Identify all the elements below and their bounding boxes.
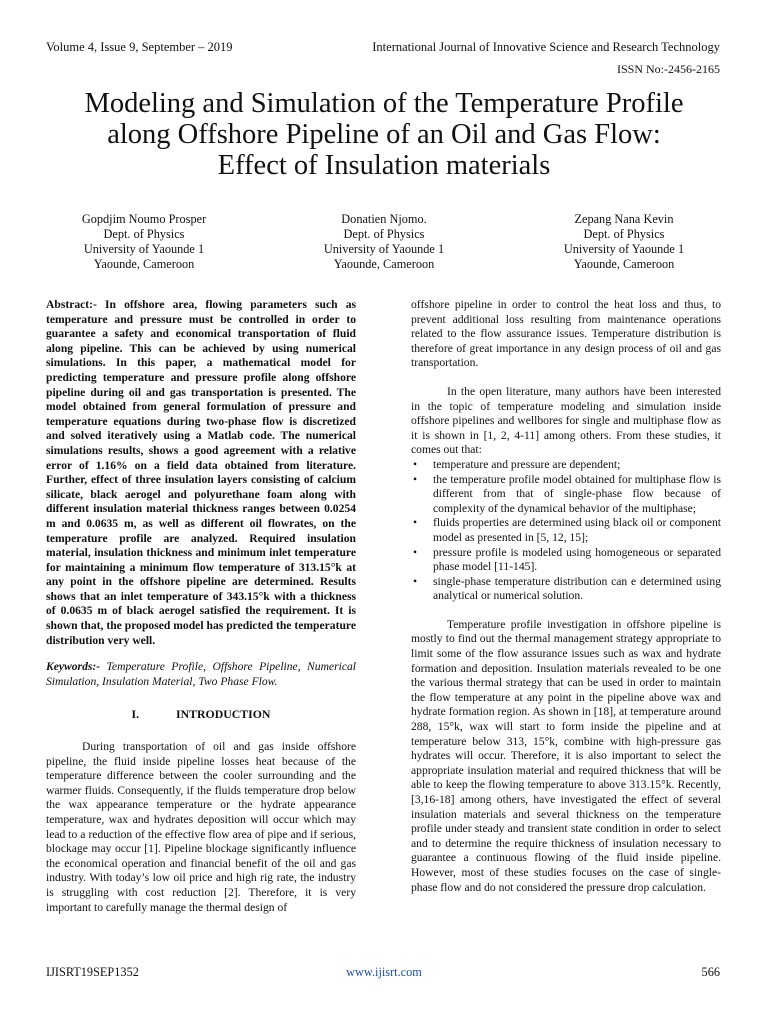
author-dept: Dept. of Physics <box>343 227 425 241</box>
author-name: Zepang Nana Kevin <box>574 212 674 226</box>
author-2 <box>274 212 494 272</box>
author-univ: University of Yaounde 1 <box>563 242 685 256</box>
list-item: • temperature and pressure are dependent; <box>411 458 721 473</box>
author-dept: Dept. of Physics <box>103 227 185 241</box>
section-number: I. <box>131 707 140 722</box>
article-id: IJISRT19SEP1352 <box>46 965 139 979</box>
temperature-paragraph: Temperature profile investigation in offshore pipeline is mostly to find out the thermal management strategy appropriate to limit some of the flow assurance issues such as wax and hydrate formation and deposition. Insulation materials revealed to be one the various thermal strategy that can be used in order to maintain the flow temperature at any point in the pipeline above wax and hydrate formation region. As shown in [18], at temperature around 288, 15°k, wax will start to form inside the pipeline and at temperature below 313, 15°k, combine with high-pressure gas hydrates will occur. Therefore, it is also important to select the appropriate insulation material and required thickness that will be able to keep the flowing temperature to above 313.15°k. Recently, [3,16-18] among others, have investigated the effect of several insulation materials and several thickness on the temperature profile under steady and transient state condition in order to select and to determine the require thickness of insulation necessary to guarantee a continuous flowing of the fluid inside pipeline. However, most of these studies focuses on the case of single-phase flow and do not considered the pressure drop calculation. <box>411 617 721 894</box>
author-univ: University of Yaounde 1 <box>83 242 205 256</box>
author-city: Yaounde, Cameroon <box>573 257 675 271</box>
paragraph-continued: offshore pipeline in order to control the heat loss and thus, to prevent additional loss resulting from maintenance operations related to the flow assurance issues. Temperature distribution is therefore of great importance in any design process of oil and gas transportation. <box>411 298 721 370</box>
list-item: • fluids properties are determined using black oil or component model as presented in [5, 12, 15]; <box>411 516 721 545</box>
volume-info: Volume 4, Issue 9, September – 2019 <box>46 40 233 54</box>
author-univ: University of Yaounde 1 <box>323 242 445 256</box>
section-title: INTRODUCTION <box>176 707 271 722</box>
author-name: Gopdjim Noumo Prosper <box>81 212 207 226</box>
author-3 <box>514 212 734 272</box>
list-item: • pressure profile is modeled using homogeneous or separated phase model [11-145]. <box>411 546 721 575</box>
title-line: Effect of Insulation materials <box>217 150 551 181</box>
keywords <box>46 660 356 689</box>
keywords-text: Temperature Profile, Offshore Pipeline, Numerical Simulation, Insulation Material, Two Phase Flow. <box>46 660 356 688</box>
abstract: Abstract:- In offshore area, flowing parameters such as temperature and pressure must be controlled in order to guarantee a safety and economical transportation of fluid along pipeline. This can be achieved by using numerical simulations. In this paper, a mathematical model for predicting temperature and pressure profile along offshore pipeline during oil and gas transportation is presented. The model obtained from general formulation of pressure and temperature equations during two-phase flow is discretized and solved iteratively using a Matlab code. The numerical simulations results, shows a good agreement with a relative error of 1.16% on a field data obtained from literature. Further, effect of three insulation layers consisting of calcium silicate, black aerogel and polyurethane foam along with different insulation material thickness ranges between 0.0254 m and 0.0635 m, as well as different oil flowrates, on the temperature profile are analyzed. Required insulation material, insulation thickness and minimum inlet temperature for maintaining a minimum flow temperature of 313.15°k at any point in the offshore pipeline are determined. Results shows that an inlet temperature of 343.15°k with a thickness of 0.0635 m of black aerogel satisfied the requirement. It is shown that, the proposed model has predicted the temperature distribution very well. <box>46 298 356 647</box>
author-1 <box>34 212 254 272</box>
author-city: Yaounde, Cameroon <box>93 257 195 271</box>
list-item: • the temperature profile model obtained for multiphase flow is different from that of single-phase flow because of complexity of the dynamical behavior of the multiphase; <box>411 473 721 517</box>
issn: ISSN No:-2456-2165 <box>616 62 720 76</box>
left-column <box>46 298 356 915</box>
literature-paragraph: In the open literature, many authors have been interested in the topic of temperature modeling and simulation inside offshore pipelines and wellbores for single and multiphase flow as it is shown in [1, 2, 4-11] among others. From these studies, it comes out that: <box>411 384 721 457</box>
journal-name: International Journal of Innovative Science and Research Technology <box>372 40 720 54</box>
keywords-label: Keywords:- <box>46 660 101 674</box>
journal-url[interactable]: www.ijisrt.com <box>346 965 422 979</box>
author-dept: Dept. of Physics <box>583 227 665 241</box>
title-line: Modeling and Simulation of the Temperature Profile <box>84 88 684 119</box>
list-item: • single-phase temperature distribution can e determined using analytical or numerical solution. <box>411 575 721 604</box>
right-column <box>411 298 721 895</box>
author-name: Donatien Njomo. <box>341 212 427 226</box>
findings-list <box>411 458 721 604</box>
intro-paragraph: During transportation of oil and gas inside offshore pipeline, the fluid inside pipeline losses heat because of the temperature difference between the cooler surrounding and the warmer fluids. Consequently, if the fluids temperature drop below the wax appearance temperature or the hydrate appearance temperature, wax and hydrates deposition will occur which may lead to a reduction of the effective flow area of pipe and if serious, blockage may occur [1]. Pipeline blockage significantly influence the economical operation and financial benefit of the oil and gas industry. With today’s low oil price and high rig rate, the industry is struggling with cost reduction [2]. Therefore, it is very important to carefully manage the thermal design of <box>46 740 356 914</box>
author-city: Yaounde, Cameroon <box>333 257 435 271</box>
page-number: 566 <box>701 965 720 979</box>
title-line: along Offshore Pipeline of an Oil and Gas Flow: <box>107 119 661 150</box>
section-heading <box>46 707 356 722</box>
paper-title <box>30 88 738 181</box>
